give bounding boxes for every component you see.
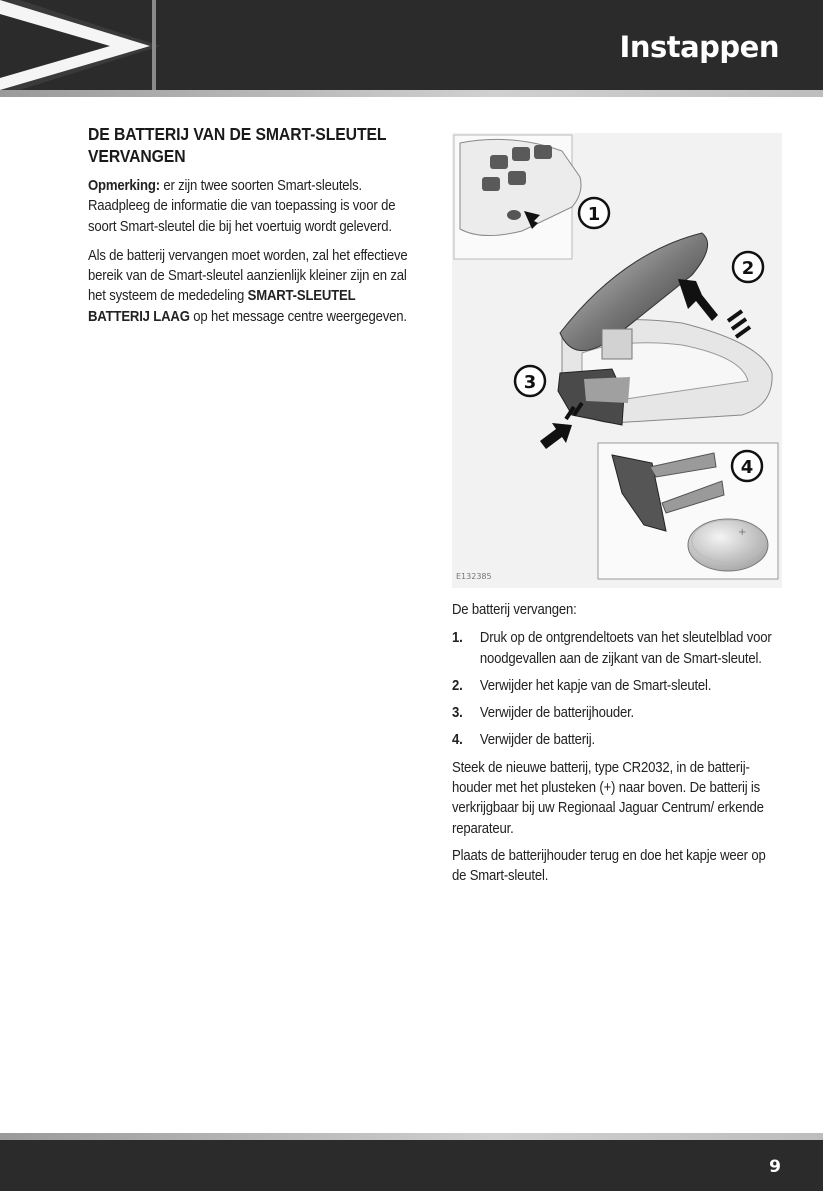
step-number: 3. [452,705,463,722]
note-label: Opmerking: [88,178,160,194]
note-paragraph [88,176,412,237]
callout-1 [579,198,609,228]
warning-text-after: op het message centre weergegeven. [189,308,407,325]
procedure-step [452,703,783,723]
procedure-intro: De batterij vervangen: [452,602,577,618]
figure-code: E132385 [456,572,492,581]
procedure-step [452,730,783,750]
footer-divider [0,1133,823,1140]
page-number: 9 [769,1157,781,1177]
svg-text:2: 2 [741,258,755,279]
procedure-steps [452,628,784,750]
page-footer [0,1140,823,1191]
intro-column [88,123,413,327]
page-title: Instappen [619,30,779,64]
key-fob-diagram [452,133,782,588]
svg-text:1: 1 [587,204,601,225]
refit-paragraph: Plaats de batterijhouder terug en doe het kapje weer op de Smart-sleutel. [452,847,766,885]
chevron-decoration-icon [0,0,160,90]
battery-type-paragraph: Steek de nieuwe batterij, type CR2032, in de batterij-houder met het plusteken (+) naar boven. De batterij is verkrijgbaar bij uw Regionaal Jaguar Centrum/ erkende reparateur. [452,759,764,837]
svg-text:4: 4 [740,457,754,478]
step-number: 1. [452,630,463,647]
warning-text-before: Als de batterij vervangen moet worden, zal het effectieve bereik van de Smart-sleutel aanzienlijk kleiner zijn en zal het systeem de mededeling [88,247,408,305]
header-divider [0,90,823,97]
callout-4 [732,451,762,481]
procedure-step [452,676,783,696]
step-1-panel [454,135,581,259]
step-text: Druk op de ontgrendeltoets van het sleutelblad voor noodgevallen aan de zijkant van de Smart-sleutel. [479,630,772,667]
section-title: DE BATTERIJ VAN DE SMART-SLEUTEL VERVANGEN [88,124,387,166]
step-text: Verwijder het kapje van de Smart-sleutel. [479,677,712,694]
svg-text:+: + [738,527,747,538]
step-number: 2. [452,677,463,694]
battery-replacement-illustration [452,133,782,588]
warning-message-label: SMART-SLEUTEL BATTERIJ LAAG [88,288,356,325]
page-header [0,0,823,90]
procedure-column [452,600,784,887]
note-text: er zijn twee soorten Smart-sleutels. Raadpleeg de informatie die van toepassing is voor de soort Smart-sleutel die bij het voertuig wordt geleverd. [88,178,396,235]
procedure-step [452,628,783,669]
step-text: Verwijder de batterijhouder. [479,705,635,722]
warning-paragraph [88,246,412,327]
callout-2 [733,252,763,282]
step-text: Verwijder de batterij. [479,732,595,749]
step-number: 4. [452,732,463,749]
svg-text:3: 3 [523,372,537,393]
callout-3 [515,366,545,396]
